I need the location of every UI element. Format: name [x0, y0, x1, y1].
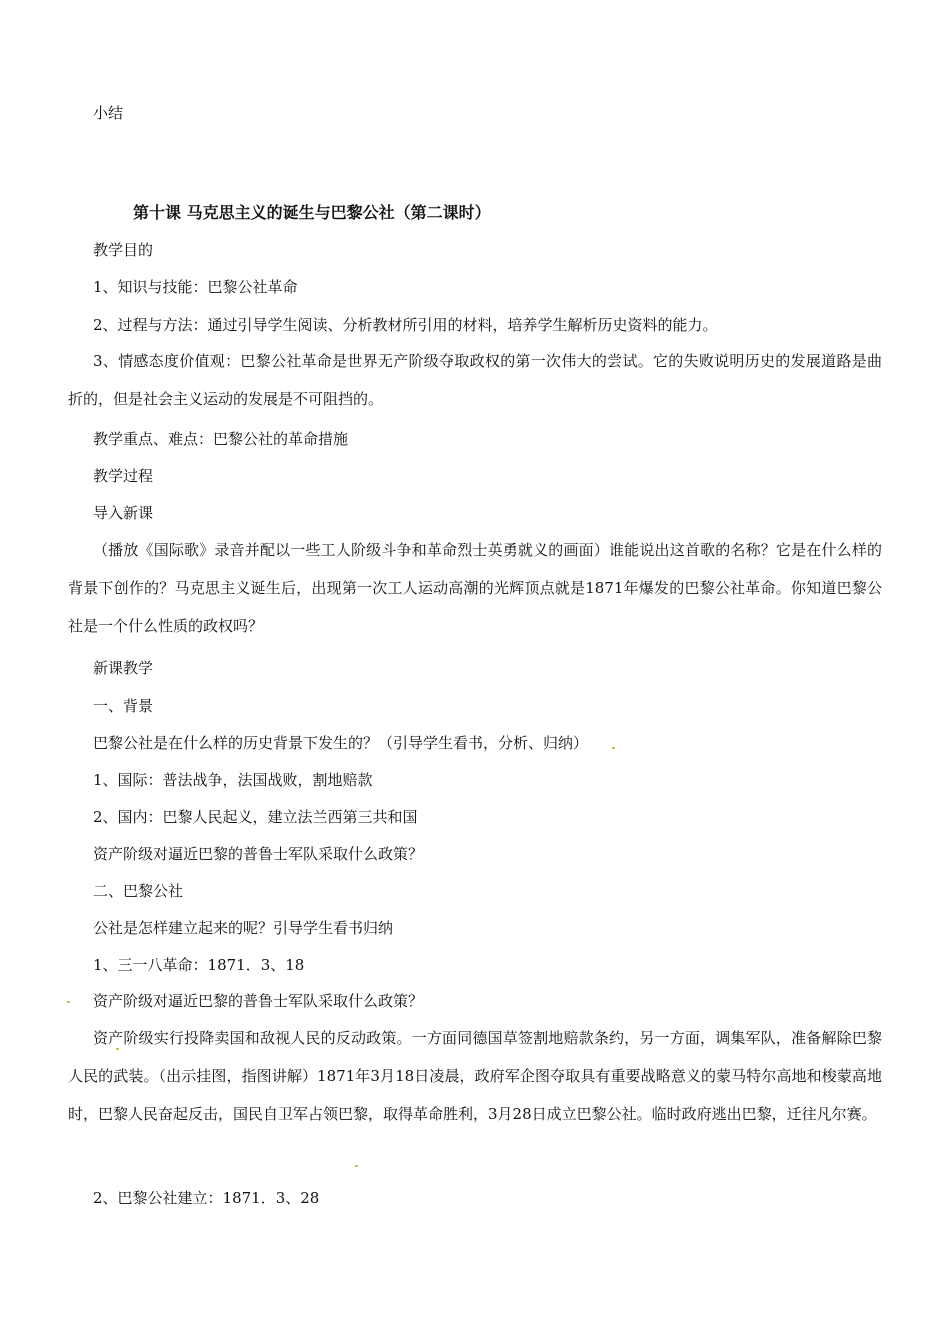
- march-18-revolution: 1、三一八革命：1871．3、18: [93, 956, 305, 974]
- scan-speck: [116, 1048, 119, 1050]
- bourgeois-policy-question: 资产阶级对逼近巴黎的普鲁士军队采取什么政策？: [93, 845, 424, 863]
- background-question: 巴黎公社是在什么样的历史背景下发生的？（引导学生看书，分析、归纳）: [93, 734, 589, 752]
- process-heading: 教学过程: [93, 467, 154, 485]
- commune-paragraph: 资产阶级实行投降卖国和敌视人民的反动政策。一方面同德国草签割地赔款条约，另一方面，调集军队，准备解除巴黎人民的武装。（出示挂图，指图讲解）1871年3月18日凌晨，政府军企图夺取具有重要战略意义的蒙马特尔高地和梭蒙高地时，巴黎人民奋起反击，国民自卫军占领巴黎，取得革命胜利，3月28日成立巴黎公社。临时政府逃出巴黎，迁往凡尔赛。: [68, 1029, 882, 1123]
- commune-question: 公社是怎样建立起来的呢？引导学生看书归纳: [93, 919, 394, 937]
- scan-speck: [355, 1165, 358, 1167]
- intro-paragraph: （播放《国际歌》录音并配以一些工人阶级斗争和革命烈士英勇就义的画面）谁能说出这首歌的名称？它是在什么样的背景下创作的？马克思主义诞生后，出现第一次工人运动高潮的光辉顶点就是1871年爆发的巴黎公社革命。你知道巴黎公社是一个什么性质的政权吗？: [68, 541, 882, 635]
- scan-speck: [67, 1001, 70, 1003]
- lesson-title: 第十课 马克思主义的诞生与巴黎公社（第二课时）: [133, 203, 491, 222]
- intro-heading: 导入新课: [93, 504, 154, 522]
- commune-established: 2、巴黎公社建立：1871．3、28: [93, 1189, 320, 1207]
- summary-heading: 小结: [93, 104, 124, 122]
- section-commune-heading: 二、巴黎公社: [93, 882, 184, 900]
- scan-speck: [612, 747, 615, 749]
- objective-values: 3、情感态度价值观：巴黎公社革命是世界无产阶级夺取政权的第一次伟大的尝试。它的失败说明历史的发展道路是曲折的，但是社会主义运动的发展是不可阻挡的。: [68, 352, 882, 408]
- section-background-heading: 一、背景: [93, 697, 154, 715]
- objective-knowledge: 1、知识与技能：巴黎公社革命: [93, 278, 298, 296]
- objective-process: 2、过程与方法：通过引导学生阅读、分析教材所引用的材料，培养学生解析历史资料的能力。: [93, 316, 718, 334]
- bourgeois-policy-question-2: 资产阶级对逼近巴黎的普鲁士军队采取什么政策？: [93, 992, 424, 1010]
- key-points: 教学重点、难点：巴黎公社的革命措施: [93, 430, 349, 448]
- background-domestic: 2、国内：巴黎人民起义，建立法兰西第三共和国: [93, 808, 418, 826]
- objectives-heading: 教学目的: [93, 241, 154, 259]
- background-international: 1、国际：普法战争，法国战败，割地赔款: [93, 771, 373, 789]
- new-lesson-heading: 新课教学: [93, 659, 154, 677]
